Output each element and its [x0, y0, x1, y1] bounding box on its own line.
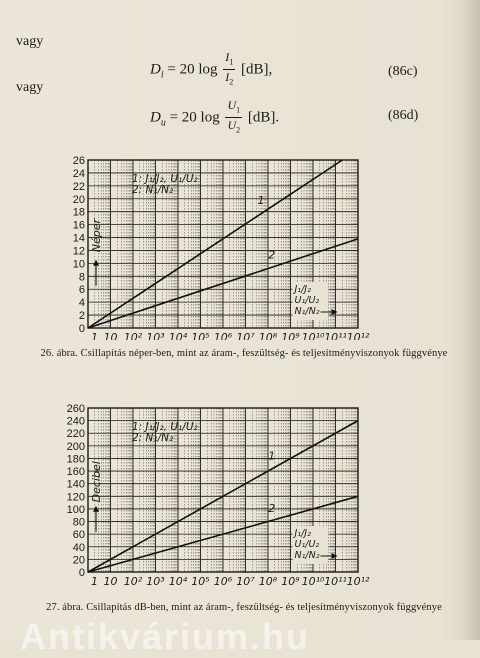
- x-tick-label: 1: [91, 331, 98, 340]
- eq-d-lhs-sub: u: [160, 117, 166, 129]
- x-axis-note: N₁/N₂: [294, 306, 320, 317]
- y-tick-label: 18: [72, 206, 85, 219]
- x-tick-label: 10: [103, 575, 118, 588]
- x-tick-label: 10⁵: [191, 575, 210, 588]
- eq-c-den-sub: 2: [229, 77, 234, 87]
- x-tick-label: 10⁹: [281, 331, 300, 340]
- y-tick-label: 2: [78, 310, 85, 323]
- x-tick-label: 10⁹: [281, 575, 300, 588]
- eq-c-unit: [dB],: [241, 61, 273, 78]
- legend-entry: 1: J₁/J₂, U₁/U₂: [132, 173, 198, 185]
- x-tick-label: 10¹¹: [324, 331, 347, 340]
- eq-d-den: U: [227, 118, 237, 133]
- x-tick-label: 10⁴: [168, 575, 188, 588]
- x-tick-label: 10⁵: [191, 331, 210, 340]
- y-tick-label: 26: [72, 155, 85, 167]
- y-tick-label: 120: [66, 491, 85, 504]
- legend-entry: 2: N₁/N₂: [132, 432, 174, 444]
- y-axis-arrow-head: [93, 260, 99, 266]
- y-tick-label: 22: [72, 180, 85, 193]
- x-tick-label: 10⁴: [168, 331, 188, 340]
- y-tick-label: 10: [72, 258, 85, 271]
- x-tick-label: 10⁸: [258, 575, 278, 588]
- legend-entry: 2: N₁/N₂: [132, 184, 174, 196]
- eq-d-equals: = 20 log: [169, 109, 220, 126]
- x-axis-note: N₁/N₂: [294, 550, 320, 561]
- x-axis-note: U₁/U₂: [294, 295, 320, 306]
- x-tick-label: 10¹²: [346, 331, 370, 340]
- y-tick-label: 80: [72, 516, 85, 529]
- x-tick-label: 10⁶: [213, 331, 233, 340]
- eq-c-prefix: vagy: [16, 34, 44, 49]
- eq-c-lhs: D: [150, 61, 161, 78]
- x-axis-note: J₁/J₂: [294, 284, 311, 295]
- eq-d-num: U: [227, 98, 237, 112]
- y-tick-label: 220: [66, 428, 85, 441]
- x-tick-label: 10³: [146, 575, 165, 588]
- y-tick-label: 160: [66, 466, 85, 479]
- eq-c-num-sub: 1: [229, 57, 234, 67]
- eq-d-fraction: [225, 98, 242, 138]
- chart-27-caption: 27. ábra. Csillapítás dB-ben, mint az áram-, feszültség- és teljesítményviszonyok függvénye: [46, 602, 442, 613]
- series-label-1: 1: [268, 449, 276, 463]
- y-tick-label: 14: [72, 232, 85, 245]
- x-tick-label: 10⁶: [213, 575, 233, 588]
- series-label-2: 2: [268, 501, 276, 515]
- y-axis-label: Decibel: [90, 461, 103, 503]
- eq-c-equals: = 20 log: [167, 61, 218, 78]
- x-tick-label: 10⁸: [258, 331, 278, 340]
- eq-c-number: (86c): [388, 64, 418, 79]
- y-tick-label: 12: [72, 245, 85, 258]
- y-tick-label: 0: [78, 567, 85, 579]
- formula-86c: [150, 50, 272, 90]
- y-tick-label: 40: [72, 541, 85, 554]
- watermark: Antikvárium.hu: [20, 616, 311, 657]
- eq-d-number: (86d): [388, 108, 419, 123]
- x-tick-label: 10¹⁰: [301, 575, 325, 588]
- decibel-chart: [0, 400, 480, 600]
- y-tick-label: 20: [72, 554, 85, 567]
- eq-d-num-sub: 1: [236, 105, 241, 115]
- eq-c-num: I: [225, 50, 230, 64]
- x-tick-label: 1: [91, 575, 98, 588]
- y-tick-label: 24: [72, 167, 85, 180]
- y-tick-label: 16: [72, 219, 85, 232]
- x-tick-label: 10⁷: [236, 575, 255, 588]
- series-label-2: 2: [268, 248, 276, 262]
- y-tick-label: 240: [66, 415, 85, 428]
- x-tick-label: 10²: [123, 575, 143, 588]
- y-tick-label: 20: [72, 193, 85, 206]
- y-tick-label: 60: [72, 529, 85, 542]
- x-tick-label: 10¹¹: [324, 575, 347, 588]
- chart-26-caption: 26. ábra. Csillapítás néper-ben, mint az áram-, feszültség- és teljesítményviszonyok függvénye: [40, 348, 448, 359]
- eq-d-lhs: D: [150, 109, 161, 126]
- y-axis-label: Néper: [90, 218, 103, 253]
- formula-86d: [150, 98, 279, 138]
- y-tick-label: 8: [78, 271, 85, 284]
- legend-entry: 1: J₁/J₂, U₁/U₂: [132, 421, 198, 433]
- y-tick-label: 200: [66, 440, 85, 453]
- y-tick-label: 0: [78, 323, 85, 335]
- x-tick-label: 10¹⁰: [301, 331, 325, 340]
- x-tick-label: 10¹²: [346, 575, 370, 588]
- eq-d-unit: [dB].: [247, 109, 280, 126]
- eq-c-lhs-sub: i: [160, 69, 164, 81]
- neper-chart: [0, 150, 480, 340]
- eq-c-den: I: [225, 70, 230, 85]
- y-tick-label: 6: [78, 284, 85, 297]
- y-tick-label: 4: [78, 297, 85, 310]
- y-tick-label: 140: [66, 478, 85, 491]
- x-tick-label: 10⁷: [236, 331, 255, 340]
- x-axis-note: U₁/U₂: [294, 539, 320, 550]
- x-tick-label: 10³: [146, 331, 165, 340]
- series-label-1: 1: [257, 194, 265, 208]
- eq-c-fraction: [223, 50, 235, 90]
- eq-d-den-sub: 2: [236, 125, 241, 135]
- x-tick-label: 10: [103, 331, 118, 340]
- x-tick-label: 10²: [123, 331, 143, 340]
- y-tick-label: 180: [66, 453, 85, 466]
- eq-d-prefix: vagy: [16, 80, 44, 95]
- y-tick-label: 260: [66, 403, 85, 415]
- y-tick-label: 100: [66, 503, 85, 516]
- x-axis-note: J₁/J₂: [294, 528, 311, 539]
